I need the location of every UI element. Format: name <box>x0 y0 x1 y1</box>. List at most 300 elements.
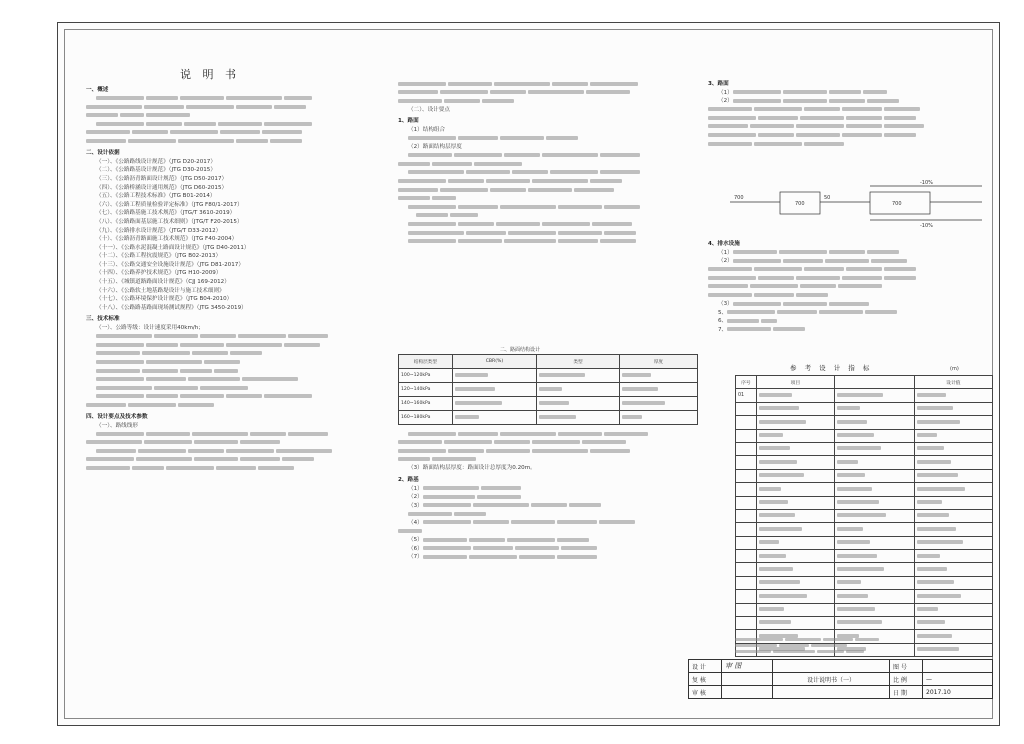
illegible-text <box>783 90 827 94</box>
illegible-text <box>569 503 601 507</box>
table-cell <box>835 536 915 549</box>
table-cell <box>756 603 834 616</box>
illegible-text <box>590 82 638 86</box>
table-cell <box>736 442 757 455</box>
illegible-text <box>432 162 472 166</box>
illegible-text <box>423 503 471 507</box>
text-line <box>708 266 1000 275</box>
illegible-text <box>180 369 212 373</box>
text-line <box>398 502 698 511</box>
illegible-text <box>146 113 190 117</box>
illegible-text <box>837 580 861 584</box>
table-cell <box>756 456 834 469</box>
illegible-text <box>561 546 597 550</box>
illegible-text <box>398 82 446 86</box>
illegible-text <box>884 107 920 111</box>
illegible-text <box>759 513 795 517</box>
text-line-label: （一）、公路等级：设计速度采用40km/h； <box>96 325 204 332</box>
table-cell <box>835 469 915 482</box>
illegible-text <box>759 540 779 544</box>
text-line <box>398 203 698 212</box>
illegible-text <box>146 122 182 126</box>
illegible-text <box>432 457 476 461</box>
text-line <box>86 287 386 296</box>
text-line <box>86 175 386 184</box>
illegible-text <box>96 96 144 100</box>
table-row <box>736 456 993 469</box>
text-line <box>398 476 698 485</box>
illegible-text <box>727 310 775 314</box>
text-line <box>708 106 1000 115</box>
illegible-text <box>455 387 495 391</box>
illegible-text <box>128 403 176 407</box>
table-row <box>736 523 993 536</box>
text-line <box>398 238 698 247</box>
illegible-text <box>440 90 488 94</box>
illegible-text <box>590 179 622 183</box>
illegible-text <box>408 222 456 226</box>
text-line <box>398 553 698 562</box>
illegible-text <box>481 486 521 490</box>
illegible-text <box>592 222 632 226</box>
illegible-text <box>837 500 879 504</box>
illegible-text <box>448 449 484 453</box>
illegible-text <box>473 503 529 507</box>
illegible-text <box>917 540 963 544</box>
illegible-text <box>184 122 216 126</box>
table-row <box>736 550 993 563</box>
table-cell <box>756 617 834 630</box>
text-line <box>86 430 386 439</box>
illegible-text <box>96 394 144 398</box>
text-line <box>86 129 386 138</box>
text-line <box>86 333 386 342</box>
illegible-text <box>398 179 446 183</box>
illegible-text <box>917 500 942 504</box>
table-row <box>736 590 993 603</box>
table-cell <box>914 456 992 469</box>
title-block-cell: 日 期 <box>890 686 923 699</box>
text-line <box>398 106 698 115</box>
illegible-text <box>230 351 262 355</box>
table-cell <box>914 536 992 549</box>
illegible-text <box>917 527 956 531</box>
text-line-label: （1）结构组合 <box>408 126 446 133</box>
illegible-text <box>842 107 882 111</box>
illegible-text <box>398 162 430 166</box>
text-line-label: 3、路面 <box>708 81 729 87</box>
text-line <box>86 252 386 261</box>
diagram-label: 700 <box>892 201 902 207</box>
illegible-text <box>785 638 821 641</box>
table-row <box>736 563 993 576</box>
text-line <box>86 324 386 333</box>
illegible-text <box>398 529 422 533</box>
text-line <box>708 257 1000 266</box>
table-cell: 160~180kPa <box>399 411 453 425</box>
illegible-text <box>800 284 836 288</box>
text-line-label: 三、技术标准 <box>86 316 120 323</box>
table-cell <box>736 509 757 522</box>
title-block-cell <box>722 673 773 686</box>
illegible-text <box>917 446 944 450</box>
right-text-after-diagram <box>708 240 1000 335</box>
table-row <box>736 442 993 455</box>
text-line-label: （十七）、《公路环境保护设计规范》（JTG B04-2010） <box>96 296 233 303</box>
illegible-text <box>469 538 505 542</box>
text-line-label: 二、设计依据 <box>86 150 120 157</box>
table-row <box>399 397 698 411</box>
text-line <box>398 519 698 528</box>
illegible-text <box>96 343 144 347</box>
table-cell <box>736 429 757 442</box>
illegible-text <box>829 90 861 94</box>
table-cell <box>835 590 915 603</box>
illegible-text <box>192 351 228 355</box>
illegible-text <box>142 351 190 355</box>
illegible-text <box>600 239 636 243</box>
illegible-text <box>494 440 530 444</box>
illegible-text <box>735 650 771 653</box>
table-cell <box>914 442 992 455</box>
text-line-label: （十二）、《公路工程抗震规范》（JTG B02-2013） <box>96 253 222 260</box>
illegible-text <box>865 310 897 314</box>
table-cell <box>756 442 834 455</box>
table-cell <box>756 483 834 496</box>
text-line <box>86 209 386 218</box>
illegible-text <box>136 457 192 461</box>
table-cell <box>835 483 915 496</box>
illegible-text <box>542 222 590 226</box>
table-cell <box>736 590 757 603</box>
text-line-label: 一、概述 <box>86 87 109 93</box>
illegible-text <box>144 440 192 444</box>
text-line <box>398 464 698 473</box>
table-header-cell: 序号 <box>736 376 757 389</box>
illegible-text <box>96 122 144 126</box>
illegible-text <box>398 99 442 103</box>
table-cell <box>736 496 757 509</box>
table-row <box>399 369 698 383</box>
text-line-label: （六）、《公路工程质量检验评定标准》（JTG F80/1-2017） <box>96 201 243 208</box>
illegible-text <box>783 259 823 263</box>
illegible-text <box>204 360 240 364</box>
text-line-label: （6） <box>408 545 423 552</box>
diagram-label: 700 <box>734 195 744 201</box>
text-line <box>398 528 698 537</box>
illegible-text <box>408 153 452 157</box>
text-line <box>398 439 698 448</box>
title-block <box>688 659 993 699</box>
illegible-text <box>574 188 614 192</box>
table-row <box>736 402 993 415</box>
illegible-text <box>837 620 882 624</box>
text-line-label: （十八）、《公路路基路面现场测试规程》（JTG 3450-2019） <box>96 304 247 311</box>
table-header-cell: CBR(%) <box>452 355 536 369</box>
illegible-text <box>917 594 961 598</box>
text-line-label: （十）、《公路沥青路面施工技术规范》（JTG F40-2004） <box>96 236 238 243</box>
illegible-text <box>180 394 224 398</box>
illegible-text <box>154 334 198 338</box>
illegible-text <box>846 124 882 128</box>
illegible-text <box>837 527 863 531</box>
illegible-text <box>423 495 475 499</box>
illegible-text <box>507 538 555 542</box>
table-cell <box>835 429 915 442</box>
illegible-text <box>448 179 484 183</box>
illegible-text <box>708 133 756 137</box>
title-block-cell <box>722 686 773 699</box>
illegible-text <box>759 446 790 450</box>
illegible-text <box>733 302 781 306</box>
illegible-text <box>86 466 130 470</box>
illegible-text <box>178 139 234 143</box>
illegible-text <box>837 433 874 437</box>
illegible-text <box>284 343 320 347</box>
text-line <box>86 166 386 175</box>
note-line <box>735 648 993 654</box>
illegible-text <box>482 99 514 103</box>
illegible-text <box>837 554 877 558</box>
illegible-text <box>86 139 126 143</box>
text-line <box>86 341 386 350</box>
table-cell <box>756 389 834 402</box>
table-cell <box>452 411 536 425</box>
table-cell <box>537 369 620 383</box>
text-line <box>86 112 386 121</box>
illegible-text <box>146 360 202 364</box>
illegible-text <box>735 644 777 647</box>
illegible-text <box>837 487 872 491</box>
illegible-text <box>240 440 280 444</box>
table-cell <box>736 416 757 429</box>
text-line-label: （2）路面结构层厚度 <box>408 144 462 151</box>
illegible-text <box>398 90 438 94</box>
illegible-text <box>604 432 648 436</box>
illegible-text <box>837 393 883 397</box>
pavement-structure-table <box>398 354 698 425</box>
text-line-label: （1） <box>718 89 733 96</box>
title-block-cell <box>773 686 890 699</box>
text-line <box>398 143 698 152</box>
illegible-text <box>96 432 144 436</box>
table-cell <box>835 617 915 630</box>
illegible-text <box>759 433 783 437</box>
table-cell <box>756 496 834 509</box>
table-cell <box>756 402 834 415</box>
text-line <box>86 376 386 385</box>
illegible-text <box>490 188 526 192</box>
table-cell <box>756 550 834 563</box>
illegible-text <box>708 276 756 280</box>
title-block-cell <box>923 660 993 673</box>
illegible-text <box>398 457 430 461</box>
table-header-cell <box>835 376 915 389</box>
text-line <box>398 195 698 204</box>
table-cell <box>756 590 834 603</box>
illegible-text <box>546 136 578 140</box>
illegible-text <box>423 486 479 490</box>
text-line <box>86 86 386 95</box>
illegible-text <box>837 473 865 477</box>
table-cell <box>619 369 697 383</box>
illegible-text <box>754 293 794 297</box>
title-block-cell: 比 例 <box>890 673 923 686</box>
text-line <box>708 97 1000 106</box>
illegible-text <box>120 113 144 117</box>
text-line <box>86 261 386 270</box>
table-row <box>399 383 698 397</box>
illegible-text <box>132 130 168 134</box>
title-block-cell: 2017.10 <box>923 686 993 699</box>
illegible-text <box>829 302 869 306</box>
text-line-label: （2） <box>718 258 733 265</box>
design-parameter-table <box>735 375 993 657</box>
illegible-text <box>96 369 140 373</box>
illegible-text <box>796 276 840 280</box>
text-line <box>708 317 1000 326</box>
illegible-text <box>128 139 176 143</box>
text-line-label: （七）、《公路路基施工技术规范》（JTG/T 3610-2019） <box>96 210 236 217</box>
text-line <box>708 274 1000 283</box>
illegible-text <box>837 513 886 517</box>
illegible-text <box>735 638 783 641</box>
text-line <box>708 132 1000 141</box>
text-line-label: （八）、《公路路面基层施工技术细则》（JTG/T F20-2015） <box>96 218 243 225</box>
illegible-text <box>779 644 809 647</box>
table-cell <box>835 402 915 415</box>
illegible-text <box>458 205 498 209</box>
illegible-text <box>759 620 791 624</box>
table-cell <box>835 509 915 522</box>
table-cell <box>756 523 834 536</box>
table-row <box>736 536 993 549</box>
table-cell <box>835 550 915 563</box>
illegible-text <box>837 446 881 450</box>
illegible-text <box>539 373 585 377</box>
table-cell <box>619 383 697 397</box>
illegible-text <box>917 406 953 410</box>
text-line-label: （十一）、《公路水泥混凝土路面设计规范》（JTG D40-2011） <box>96 244 250 251</box>
illegible-text <box>754 107 802 111</box>
text-line <box>708 249 1000 258</box>
illegible-text <box>837 460 858 464</box>
text-line <box>86 138 386 147</box>
table-cell <box>736 402 757 415</box>
text-line-label: （2） <box>718 98 733 105</box>
table-header-cell: 设计值 <box>914 376 992 389</box>
illegible-text <box>166 466 214 470</box>
illegible-text <box>867 99 899 103</box>
illegible-text <box>733 99 781 103</box>
illegible-text <box>871 259 907 263</box>
illegible-text <box>917 513 949 517</box>
illegible-text <box>842 276 882 280</box>
table-cell <box>835 442 915 455</box>
middle-text-after-table <box>398 430 698 562</box>
illegible-text <box>180 96 224 100</box>
text-line <box>398 160 698 169</box>
illegible-text <box>863 90 887 94</box>
text-line-label: （3） <box>718 301 733 308</box>
illegible-text <box>86 130 130 134</box>
text-line <box>398 152 698 161</box>
illegible-text <box>146 394 178 398</box>
title-block-row <box>689 673 993 686</box>
illegible-text <box>96 351 140 355</box>
illegible-text <box>622 373 651 377</box>
illegible-text <box>708 107 752 111</box>
illegible-text <box>455 401 502 405</box>
table-cell <box>736 469 757 482</box>
text-line <box>708 240 1000 249</box>
illegible-text <box>884 116 916 120</box>
illegible-text <box>750 284 798 288</box>
illegible-text <box>758 116 798 120</box>
text-line <box>86 413 386 422</box>
title-block-cell: 复 核 <box>689 673 722 686</box>
table-cell <box>914 429 992 442</box>
text-line <box>398 485 698 494</box>
table-header-cell: 项目 <box>756 376 834 389</box>
table-cell <box>619 411 697 425</box>
table-row <box>736 429 993 442</box>
illegible-text <box>504 153 540 157</box>
middle-text-column <box>398 80 698 246</box>
illegible-text <box>804 107 840 111</box>
mid-table-caption: 二、路面结构设计 <box>500 347 541 353</box>
illegible-text <box>238 334 286 338</box>
table-header-cell: 结构层类型 <box>399 355 453 369</box>
illegible-text <box>96 377 144 381</box>
illegible-text <box>466 231 506 235</box>
table-cell <box>835 456 915 469</box>
text-line-label: 7、 <box>718 326 728 333</box>
pavement-section-diagram <box>720 180 990 228</box>
text-line-label: （一）、《公路路线设计规范》（JTG D20-2017） <box>96 158 216 165</box>
illegible-text <box>440 188 488 192</box>
table-cell <box>537 411 620 425</box>
illegible-text <box>604 205 640 209</box>
text-line <box>86 465 386 474</box>
illegible-text <box>558 432 602 436</box>
illegible-text <box>432 196 456 200</box>
text-line <box>86 295 386 304</box>
illegible-text <box>186 105 234 109</box>
illegible-text <box>200 386 248 390</box>
illegible-text <box>86 457 134 461</box>
illegible-text <box>550 170 598 174</box>
illegible-text <box>759 500 788 504</box>
text-line <box>86 456 386 465</box>
illegible-text <box>552 82 588 86</box>
illegible-text <box>558 231 602 235</box>
illegible-text <box>558 205 602 209</box>
table-row <box>736 416 993 429</box>
illegible-text <box>458 239 502 243</box>
table-cell <box>835 603 915 616</box>
illegible-text <box>515 546 559 550</box>
text-line <box>86 184 386 193</box>
illegible-text <box>154 386 198 390</box>
illegible-text <box>473 520 509 524</box>
table-cell <box>736 550 757 563</box>
illegible-text <box>759 473 804 477</box>
illegible-text <box>532 449 588 453</box>
text-line-label: 1、路面 <box>398 118 419 125</box>
illegible-text <box>846 116 882 120</box>
table-cell <box>736 576 757 589</box>
